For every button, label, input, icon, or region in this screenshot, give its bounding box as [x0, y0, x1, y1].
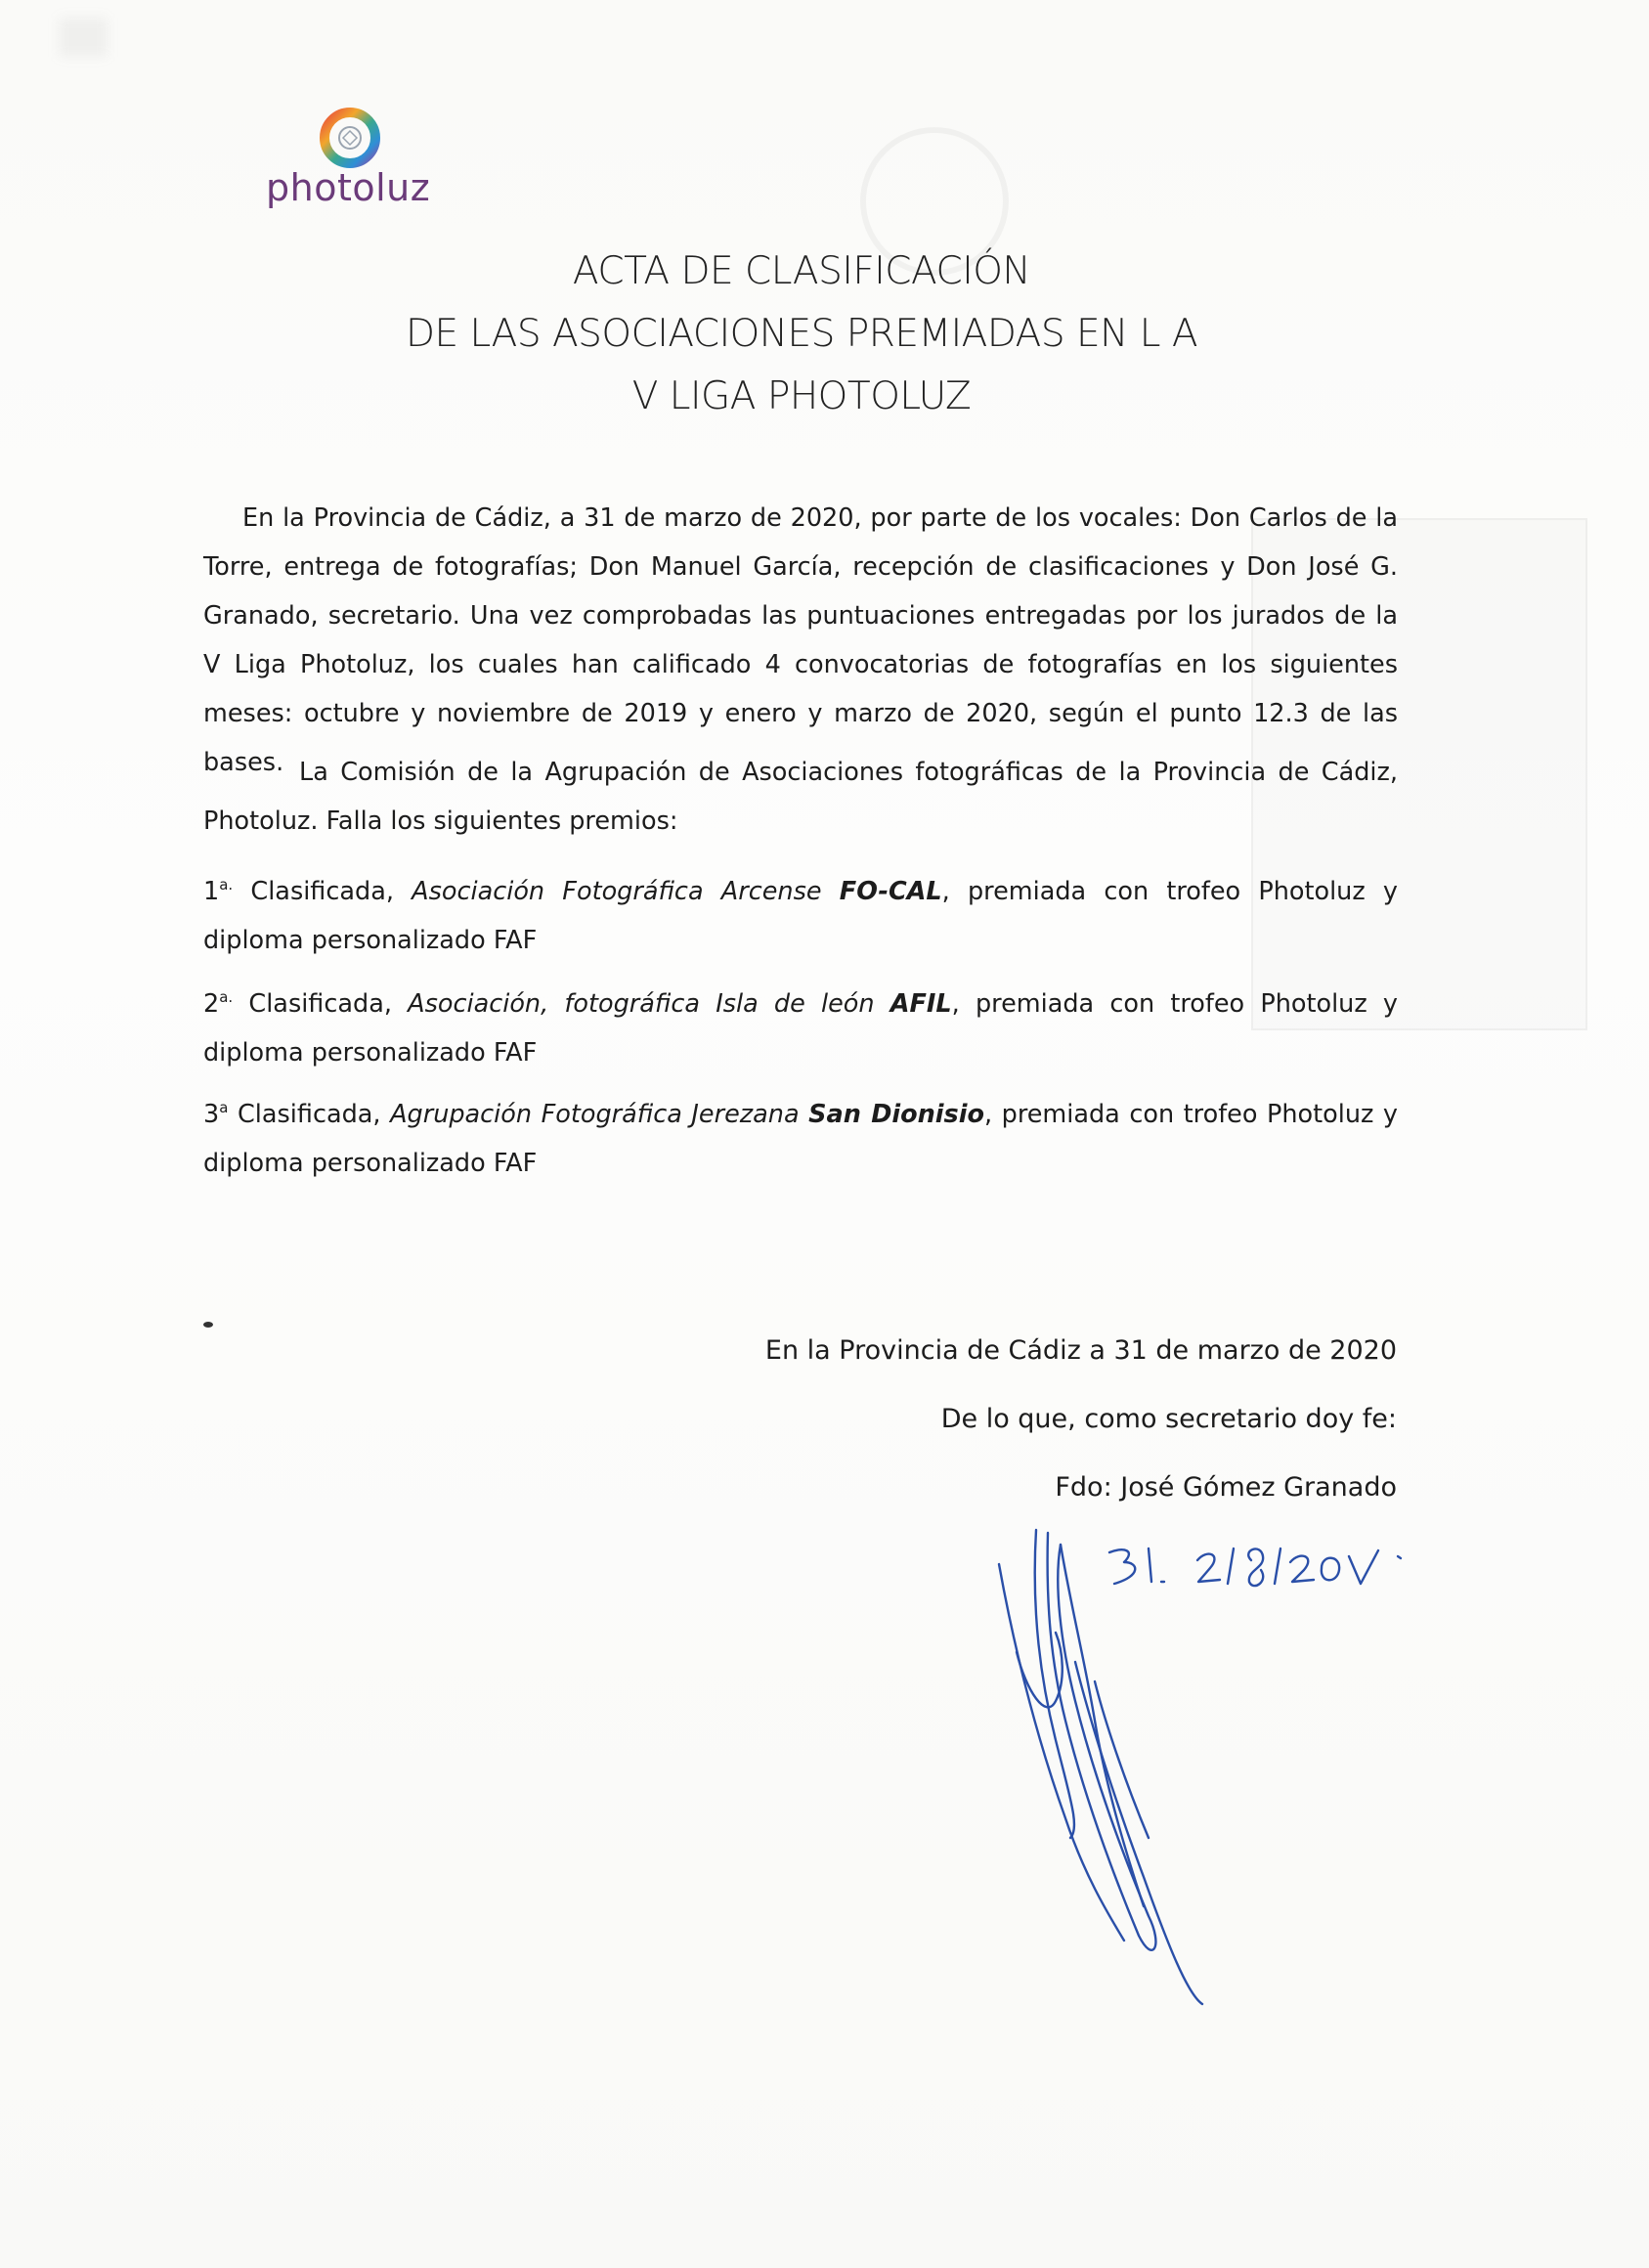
award-acronym: San Dionisio [808, 1100, 984, 1129]
closing-statement: De lo que, como secretario doy fe: [940, 1404, 1397, 1434]
award-prize: , premiada con trofeo Photoluz y diploma personalizado FAF [203, 877, 1399, 955]
award-association: Agrupación Fotográfica Jerezana [390, 1100, 800, 1129]
award-prize: , premiada con trofeo Photoluz y diploma personalizado FAF [203, 989, 1399, 1068]
award-rank: 3 [203, 1100, 220, 1129]
closing-place-date: En la Provincia de Cádiz a 31 de marzo de 2020 [764, 1335, 1397, 1366]
commission-paragraph: La Comisión de la Agrupación de Asociaciones fotográficas de la Provincia de Cádiz, Photoluz. Falla los siguientes premios: [203, 758, 1398, 836]
award-ordinal: a. [219, 876, 234, 894]
award-association: Asociación, fotográfica Isla de león [408, 989, 875, 1019]
intro-paragraph: En la Provincia de Cádiz, a 31 de marzo de 2020, por parte de los vocales: Don Carlos de la Torre, entrega de fotografías; Don Manuel García, recepción de clasificaciones y Don José G. Granado, secretario. Una vez comprobadas las puntuaciones entregadas por los jurados de la V Liga Photoluz, los cuales han calificado 4 convocatorias de fotografías en los siguientes meses: octubre y noviembre de 2019 y enero y marzo de 2020, según el punto 12.3 de las bases. [203, 503, 1398, 777]
award-association: Asociación Fotográfica Arcense [412, 877, 822, 906]
award-acronym: AFIL [890, 989, 952, 1019]
award-acronym: FO-CAL [839, 877, 942, 906]
closing-signed-by: Fdo: José Gómez Granado [1055, 1472, 1397, 1503]
title-line-3: V LIGA PHOTOLUZ [631, 374, 972, 418]
award-label: Clasificada, [248, 989, 392, 1019]
title-line-2: DE LAS ASOCIACIONES PREMIADAS EN L A [405, 312, 1198, 356]
award-label: Clasificada, [250, 877, 394, 906]
award-rank: 1 [203, 877, 220, 906]
award-ordinal: a [219, 1099, 229, 1116]
award-ordinal: a. [219, 988, 234, 1006]
award-rank: 2 [203, 989, 220, 1019]
award-prize: , premiada con trofeo Photoluz y diploma personalizado FAF [203, 1100, 1399, 1178]
title-line-1: ACTA DE CLASIFICACIÓN [572, 249, 1031, 293]
award-label: Clasificada, [238, 1100, 381, 1129]
logo-brand-name: photoluz [266, 166, 431, 209]
